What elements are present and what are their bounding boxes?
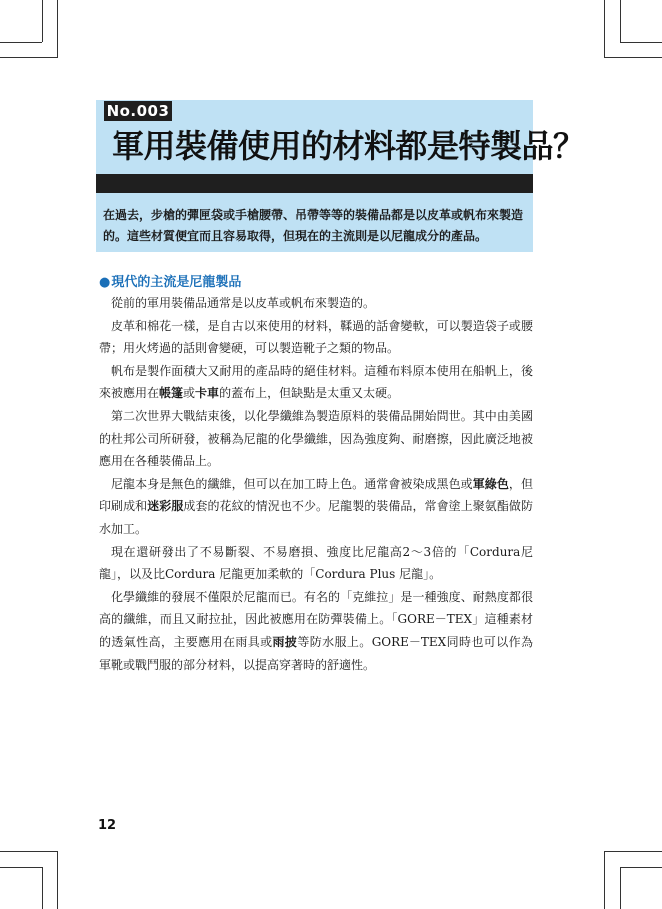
chapter-number-badge: No.003 [104, 101, 172, 121]
crop-mark [42, 867, 43, 909]
paragraph-text: 或 [183, 386, 196, 401]
crop-mark [620, 42, 662, 43]
paragraph-text: 等防水服上。GORE－TEX同時也可以作為軍靴或戰鬥服的部分材料，以提高穿著時的舒適性。 [99, 634, 533, 672]
paragraph: 從前的軍用裝備品通常是以皮革或帆布來製造的。 [111, 296, 376, 310]
crop-mark [620, 867, 621, 909]
crop-mark [604, 57, 662, 58]
paragraph [99, 586, 533, 676]
paragraph-text: 成套的花紋的情況也不少。尼龍製的裝備品，常會塗上聚氨酯做防水加工。 [99, 499, 533, 536]
crop-mark [0, 42, 42, 43]
crop-mark [0, 851, 58, 852]
crop-mark [620, 867, 662, 868]
bold-term: 軍綠色 [472, 476, 509, 491]
crop-mark [0, 57, 58, 58]
paragraph-text: 帆布是製作面積大又耐用的產品時的絕佳材料。這種布料原本使用在船帆上，後來被應用在 [99, 363, 533, 401]
crop-mark [42, 0, 43, 42]
bullet-icon: ● [99, 275, 111, 290]
crop-mark [604, 851, 662, 852]
paragraph-text: 化學纖維的發展不僅限於尼龍而已。有名的「克維拉」是一種強度、耐熱度都很高的纖維，而且又耐拉扯，因此被應用在防彈裝備上。「GORE－TEX」這種素材的透氣性高，主要應用在雨具或 [99, 589, 533, 649]
page-title: 軍用裝備使用的材料都是特製品？ [112, 127, 585, 165]
crop-mark [0, 867, 42, 868]
paragraph: 第二次世界大戰結束後，以化學纖維為製造原料的裝備品開始問世。其中由美國的杜邦公司所研發，被稱為尼龍的化學纖維，因為強度夠、耐磨擦，因此廣泛地被應用在各種裝備品上。 [99, 408, 533, 469]
summary-text: 在過去，步槍的彈匣袋或手槍腰帶、吊帶等等的裝備品都是以皮革或帆布來製造的。這些材質便宜而且容易取得，但現在的主流則是以尼龍成分的產品。 [103, 208, 524, 243]
crop-mark [57, 851, 58, 909]
section-heading [99, 274, 241, 292]
crop-mark [57, 0, 58, 58]
section-heading-label: 現代的主流是尼龍製品 [111, 275, 242, 290]
body-text [99, 292, 533, 676]
bold-term: 帳篷 [159, 386, 184, 401]
paragraph [99, 360, 533, 405]
bold-term: 卡車 [195, 386, 220, 401]
page-number: 12 [98, 818, 117, 833]
paragraph-text: 的蓋布上，但缺點是太重又太硬。 [219, 386, 400, 401]
title-underline-bar [96, 174, 533, 193]
bold-term: 雨披 [272, 634, 298, 649]
paragraph: 皮革和棉花一樣，是自古以來使用的材料，鞣過的話會變軟，可以製造袋子或腰帶；用火烤過的話則會變硬，可以製造靴子之類的物品。 [99, 318, 533, 356]
paragraph-text: ，但印刷成和 [99, 476, 533, 514]
paragraph [99, 473, 533, 541]
crop-mark [620, 0, 621, 42]
crop-mark [604, 851, 605, 909]
paragraph: 現在還研發出了不易斷裂、不易磨損、強度比尼龍高2～3倍的「Cordura尼龍」，以及比Cordura 尼龍更加柔軟的「Cordura Plus 尼龍」。 [99, 544, 533, 582]
crop-mark [604, 0, 605, 58]
paragraph-text: 尼龍本身是無色的纖維，但可以在加工時上色。通常會被染成黑色或 [111, 476, 473, 491]
bold-term: 迷彩服 [147, 499, 184, 514]
